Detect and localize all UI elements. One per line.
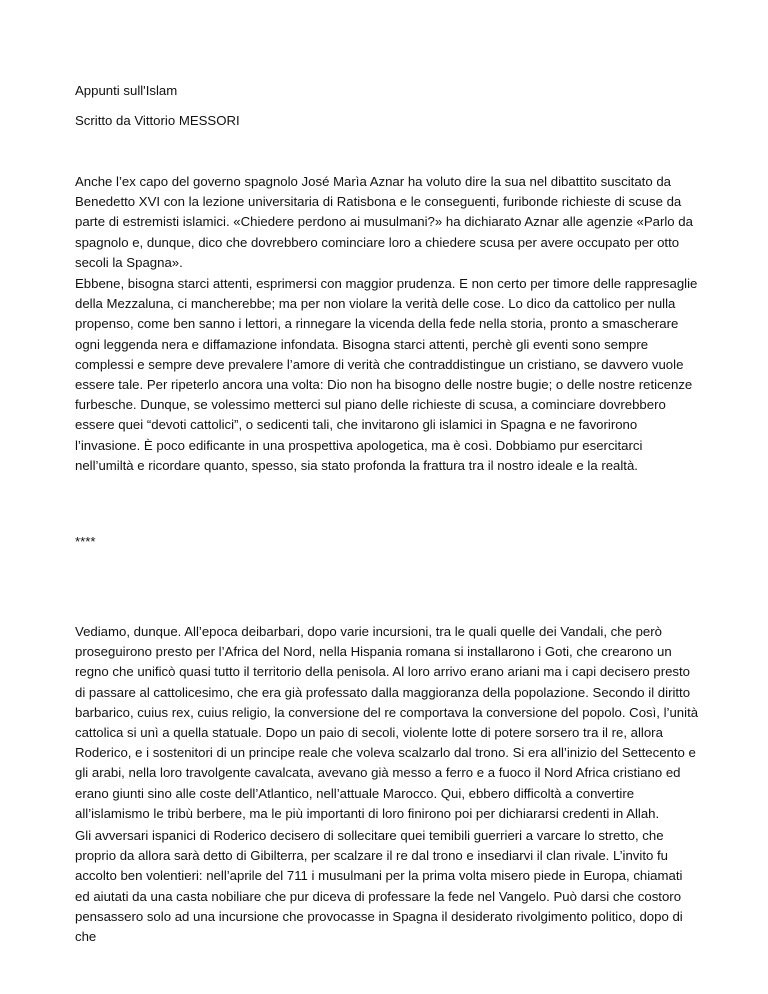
paragraph: Anche l’ex capo del governo spagnolo José Marìa Aznar ha voluto dire la sua nel dibattito suscitato da Benedetto XVI con la lezione universitaria di Ratisbona e le conseguenti, furibonde richieste di scuse da parte di estremisti islamici. «Chiedere perdono ai musulmani?» ha dichiarato Aznar alle agenzie «Parlo da spagnolo e, dunque, dico che dovrebbero cominciare loro a chiedere scusa per avere occupato per otto secoli la Spagna».: [75, 174, 693, 270]
paragraph: Ebbene, bisogna starci attenti, esprimersi con maggior prudenza. E non certo per timore delle rappresaglie della Mezzaluna, ci mancherebbe; ma per non violare la verità delle cose. Lo dico da cattolico per nulla propenso, come ben sanno i lettori, a rinnegare la vicenda della fede nella storia, pronto a smascherare ogni leggenda nera e diffamazione infondata. Bisogna starci attenti, perchè gli eventi sono sempre complessi e sempre deve prevalere l’amore di verità che contraddistingue un cristiano, se davvero vuole essere tale. Per ripeterlo ancora una volta: Dio non ha bisogno delle nostre bugie; o delle nostre reticenze furbesche. Dunque, se volessimo metterci sul piano delle richieste di scusa, a cominciare dovrebbero essere quei “devoti cattolici”, o sedicenti tali, che invitarono gli islamici in Spagna e ne favorirono l’invasione. È poco edificante in una prospettiva apologetica, ma è così. Dobbiamo pur esercitarci nell’umiltà e ricordare quanto, spesso, sia stato profonda la frattura tra il nostro ideale e la realtà.: [75, 276, 698, 473]
author-line: Scritto da Vittorio MESSORI: [75, 113, 240, 128]
paragraph: Gli avversari ispanici di Roderico decisero di sollecitare quei temibili guerrieri a varcare lo stretto, che proprio da allora sarà detto di Gibilterra, per scalzare il re dal trono e insediarvi il clan rivale. L’invito fu accolto ben volentieri: nell’aprile del 711 i musulmani per la prima volta misero piede in Europa, chiamati ed aiutati da una casta nobiliare che pur diceva di professare la fede nel Vangelo. Può darsi che costoro pensassero solo ad una incursione che provocasse in Spagna il desiderato rivolgimento politico, dopo di che: [75, 828, 683, 945]
section-separator: ****: [75, 534, 96, 549]
paragraph: Vediamo, dunque. All’epoca deibarbari, dopo varie incursioni, tra le quali quelle dei Vandali, che però proseguirono presto per l’Africa del Nord, nella Hispania romana si installarono i Goti, che crearono un regno che unificò quasi tutto il territorio della penisola. Al loro arrivo erano ariani ma i capi decisero presto di passare al cattolicesimo, che era già professato dalla maggioranza della popolazione. Secondo il diritto barbarico, cuius rex, cuius religio, la conversione del re comportava la conversione del popolo. Così, l’unità cattolica si unì a quella statuale. Dopo un paio di secoli, violente lotte di potere sorsero tra il re, allora Roderico, e i sostenitori di un principe reale che voleva scalzarlo dal trono. Si era all’inizio del Settecento e gli arabi, nella loro travolgente cavalcata, avevano già messo a ferro e a fuoco il Nord Africa cristiano ed erano giunti sino alle coste dell’Atlantico, nell’attuale Marocco. Qui, ebbero difficoltà a convertire all’islamismo le tribù berbere, ma le più importanti di loro finirono poi per dichiararsi credenti in Allah.: [75, 624, 699, 821]
document-title: Appunti sull'Islam: [75, 83, 178, 98]
